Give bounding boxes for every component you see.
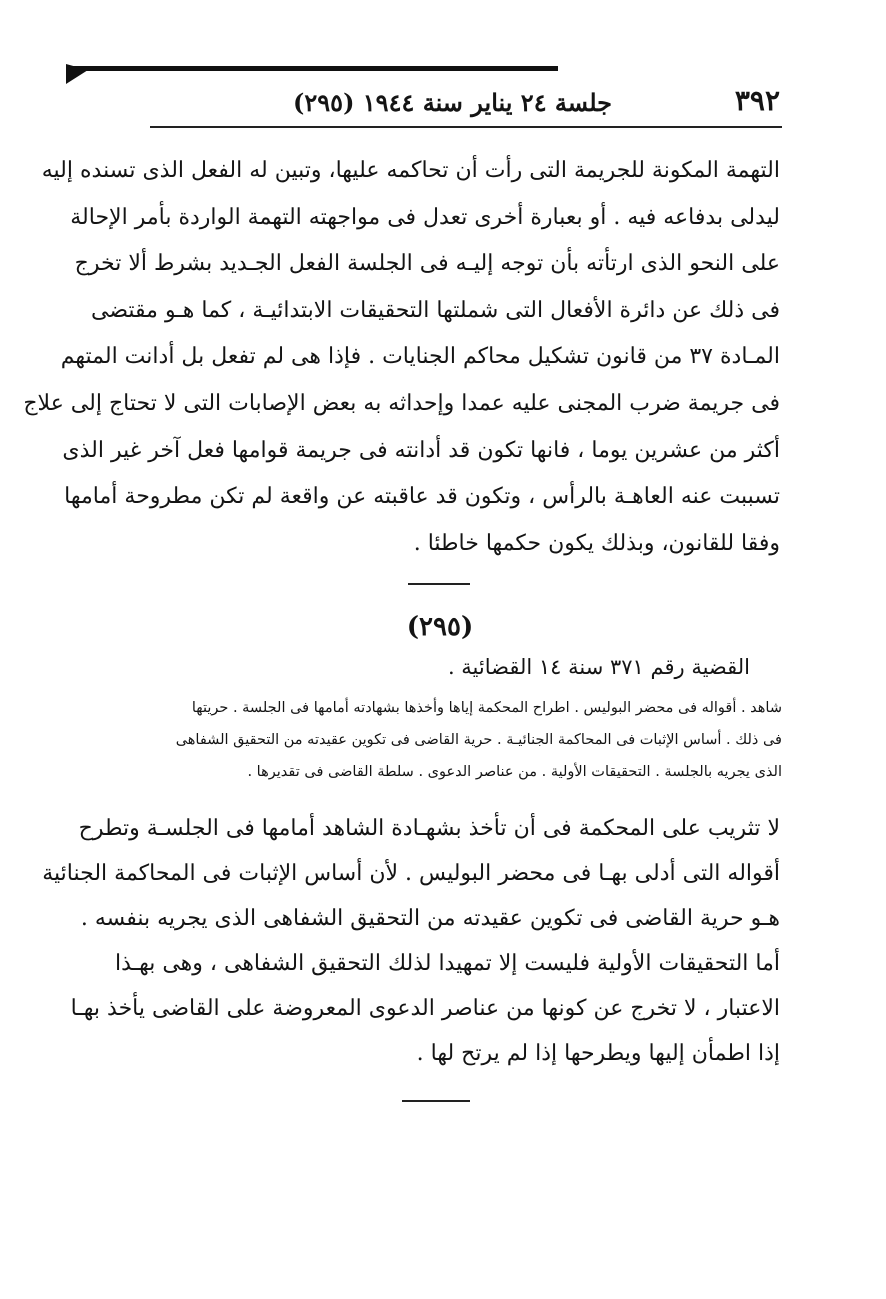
summary-line: شاهد . أقواله فى محضر البوليس . اطراح المحكمة إياها وأخذها بشهادته أمامها فى الجلسة . حريتها xyxy=(191,700,782,716)
text-line: المـادة ٣٧ من قانون تشكيل محاكم الجنايات . فإذا هى لم تفعل بل أدانت المتهم xyxy=(60,344,780,370)
top-rule xyxy=(72,66,558,71)
case-number: (٢٩٥) xyxy=(406,612,474,642)
text-line: أما التحقيقات الأولية فليست إلا تمهيدا لذلك التحقيق الشفاهى ، وهى بهـذا xyxy=(114,951,780,976)
case-summary xyxy=(150,692,782,788)
text-line: هـو حرية القاضى فى تكوين عقيدته من التحقيق الشفاهى الذى يجريه بنفسه . xyxy=(80,906,780,931)
page-header xyxy=(150,84,780,124)
header-rule xyxy=(150,126,782,128)
text-line: لا تثريب على المحكمة فى أن تأخذ بشهـادة الشاهد أمامها فى الجلسـة وتطرح xyxy=(78,816,780,841)
text-line: التهمة المكونة للجريمة التى رأت أن تحاكمه عليها، وتبين له الفعل الذى تسنده إليه xyxy=(41,158,780,183)
case-title: القضية رقم ٣٧١ سنة ١٤ القضائية . xyxy=(447,655,750,679)
text-line: فى جريمة ضرب المجنى عليه عمدا وإحداثه به بعض الإصابات التى لا تحتاج إلى علاج xyxy=(23,390,780,416)
text-line: وفقا للقانون، وبذلك يكون حكمها خاطئا . xyxy=(413,530,780,556)
text-line: تسببت عنه العاهـة بالرأس ، وتكون قد عاقبته عن واقعة لم تكن مطروحة أمامها xyxy=(64,484,780,510)
paragraph-ruling xyxy=(42,806,780,1076)
summary-line: الذى يجريه بالجلسة . التحقيقات الأولية . من عناصر الدعوى . سلطة القاضى فى تقديرها . xyxy=(247,764,782,780)
text-line: أكثر من عشرين يوما ، فانها تكون قد أدانته فى جريمة قوامها فعل آخر غير الذى xyxy=(62,437,780,463)
text-line: الاعتبار ، لا تخرج عن كونها من عناصر الدعوى المعروضة على القاضى يأخذ بهـا xyxy=(70,996,780,1021)
summary-line: فى ذلك . أساس الإثبات فى المحاكمة الجنائيـة . حرية القاضى فى تكوين عقيدته من التحقيق الشفاهى xyxy=(175,732,782,748)
text-line: على النحو الذى ارتأته بأن توجه إليـه فى الجلسة الفعل الجـديد بشرط ألا تخرج xyxy=(74,251,780,277)
page-number: ٣٩٢ xyxy=(734,84,780,117)
section-divider xyxy=(408,583,470,585)
paragraph-previous-case xyxy=(23,148,780,567)
end-divider xyxy=(402,1100,470,1102)
text-line: فى ذلك عن دائرة الأفعال التى شملتها التحقيقات الابتدائيـة ، كما هـو مقتضى xyxy=(91,297,780,323)
text-line: أقواله التى أدلى بهـا فى محضر البوليس . لأن أساس الإثبات فى المحاكمة الجنائية xyxy=(42,861,780,886)
text-line: ليدلى بدفاعه فيه . أو بعبارة أخرى تعدل فى مواجهته التهمة الواردة بأمر الإحالة xyxy=(70,204,780,230)
running-head: جلسة ٢٤ يناير سنة ١٩٤٤ (٢٩٥) xyxy=(293,88,612,117)
text-line: إذا اطمأن إليها ويطرحها إذا لم يرتح لها . xyxy=(416,1041,780,1066)
